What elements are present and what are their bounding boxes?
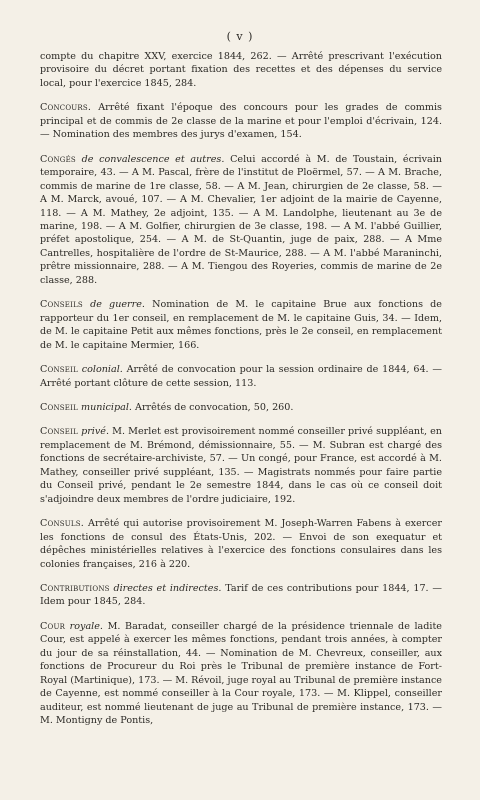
entry-head: Conseils [40,299,83,311]
entry-text: Tarif de ces contributions pour 1844, 17. — Idem pour 1845, 284. [40,582,442,608]
entry-head: Conseil [40,401,78,413]
entry-head: Congés [40,153,76,165]
entry-head-italic: privé. [81,426,110,438]
index-entry [40,582,442,609]
entry-text: M. Baradat, conseiller chargé de la présidence triennale de ladite Cour, est appelé à exercer les mêmes fonctions, pendant trois années, à compter du jour de sa réinstallation, 44. — Nomination de M. Chevreux, conseiller, aux fonctions de Procureur du Roi près le Tribunal de première instance de Fort-Royal (Martinique), 173. — M. Révoil, juge royal au Tribunal de première instance de Cayenne, est nommé conseiller à la Cour royale, 173. — M. Klippel, conseiller auditeur, est nommé lieutenant de juge au Tribunal de première instance, 173. — M. Montigny de Pontis, [40,620,442,727]
index-entry [40,425,442,506]
entry-head-italic: de convalescence et autres. [81,153,225,165]
entry-text: M. Merlet est provisoirement nommé conseiller privé suppléant, en remplacement de M. Brémond, démissionnaire, 55. — M. Subran est chargé des fonctions de secrétaire-archiviste, 57. — Un congé, pour France, est accordé à M. Mathey, conseiller privé suppléant, 135. — Magistrats nommés pour faire partie du Conseil privé, pendant le 2e semestre 1844, dans le cas où ce conseil doit s'adjoindre deux membres de l'ordre judiciaire, 192. [40,426,442,505]
entry-head-italic: directes et indirectes. [113,582,222,594]
entry-head: Cour [40,620,66,632]
entry-head: Conseil [40,364,78,376]
entry-head: Contributions [40,582,110,594]
entry-head-italic: royale. [69,620,103,632]
entry-text: Arrêté fixant l'époque des concours pour les grades de commis principal et de commis de 2e classe de la marine et pour l'emploi d'écrivain, 124. — Nomination des membres des jurys d'examen, 154. [40,102,442,141]
index-entry [40,620,442,728]
index-entry [40,298,442,352]
page-number: ( v ) [226,30,254,43]
index-entry [40,517,442,571]
index-entry [40,101,442,141]
index-entry [40,401,442,414]
entry-head: Concours. [40,102,92,114]
entry-head-italic: colonial. [81,364,123,376]
index-entry [40,153,442,288]
entry-text: Nomination de M. le capitaine Brue aux fonctions de rapporteur du 1er conseil, en remplacement de M. le capitaine Guis, 34. — Idem, de M. le capitaine Petit aux mêmes fonctions, près le 2e conseil, en remplacement de M. le capitaine Mermier, 166. [40,299,442,351]
entry-text: Celui accordé à M. de Toustain, écrivain temporaire, 43. — A M. Pascal, frère de l'institut de Ploërmel, 57. — A M. Brache, commis de marine de 1re classe, 58. — A M. Jean, chirurgien de 2e classe, 58. — A M. Marck, avoué, 107. — A M. Chevalier, 1er adjoint de la mairie de Cayenne, 118. — A M. Mathey, 2e adjoint, 135. — A M. Landolphe, lieutenant au 3e de marine, 198. — A M. Golfier, chirurgien de 3e classe, 198. — A M. l'abbé Guillier, préfet apostolique, 254. — A M. de St-Quantin, juge de paix, 288. — A Mme Cantrelles, hospitalière de l'ordre de St-Maurice, 288. — A M. l'abbé Maraninchi, prêtre missionnaire, 288. — A M. Tiengou des Royeries, commis de marine de 2e classe, 288. [40,153,442,286]
index-body [40,50,442,738]
entry-head: Conseil [40,426,78,438]
entry-text: Arrêté de convocation pour la session ordinaire de 1844, 64. — Arrêté portant clôture de cette session, 113. [40,364,442,389]
entry-text: Arrêtés de convocation, 50, 260. [135,401,294,413]
index-entry [40,363,442,390]
entry-text: Arrêté qui autorise provisoirement M. Joseph-Warren Fabens à exercer les fonctions de consul des États-Unis, 202. — Envoi de son exequatur et dépêches ministérielles relatives à l'exercice des fonctions consulaires dans les colonies françaises, 216 à 220. [40,518,442,570]
entry-head-italic: de guerre. [90,299,145,311]
entry-head-italic: municipal. [81,401,132,413]
entry-head: Consuls. [40,518,84,530]
entry-text: compte du chapitre XXV, exercice 1844, 262. — Arrêté prescrivant l'exécution provisoire du décret portant fixation des recettes et des dépenses du service local, pour l'exercice 1845, 284. [40,51,442,89]
index-entry [40,50,442,90]
